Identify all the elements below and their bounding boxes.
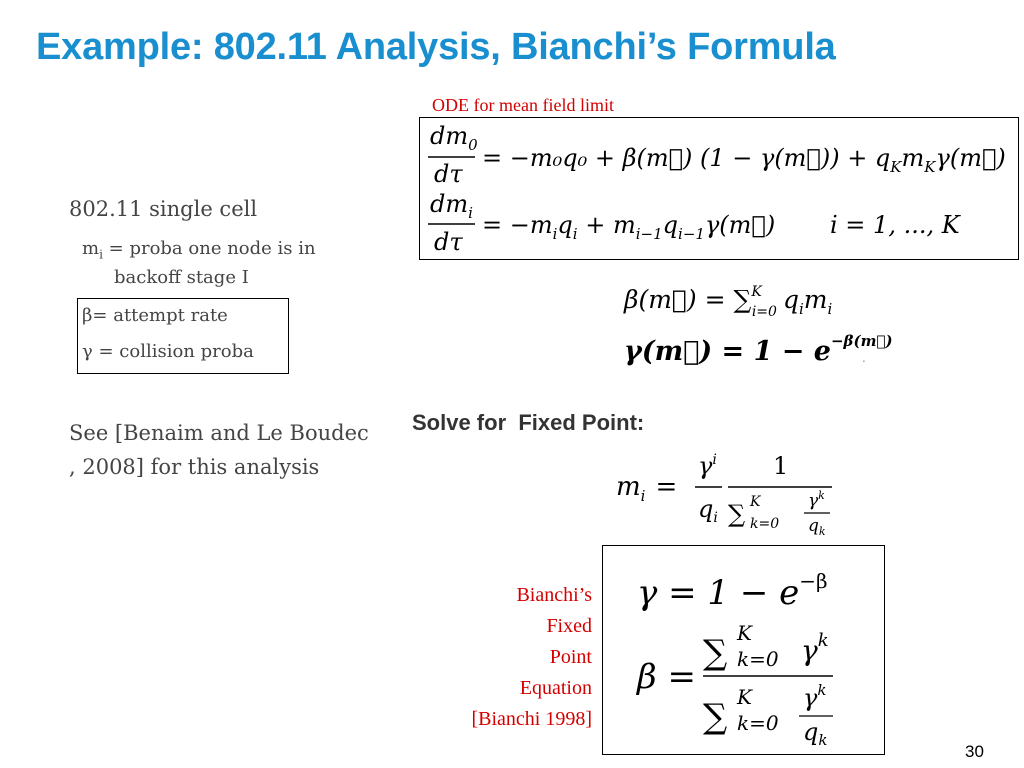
fp-sum-bot: k=0 [750,516,780,532]
stray-dot: . [862,351,866,365]
fp-sum-top: K [750,494,761,510]
ode-label: ODE for mean field limit [432,95,614,115]
bianchi-den-bot: k=0 [737,711,779,735]
bianchi-label-line: Point [549,646,592,668]
fp-lhs: $m_i$ = [616,472,678,505]
ode1-lhs-num: $dm_0$ [430,122,478,154]
bianchi-equations [603,546,884,754]
page-number: 30 [965,742,984,761]
bianchi-den-sum: ∑ [703,697,728,737]
ode2-lhs-num: $dm_i$ [430,190,473,222]
fp-num: $\gamma^i$ [698,452,717,480]
ode-equation-box [419,117,1019,260]
mi-subscript: i [99,247,103,262]
heading-single-cell: 802.11 single cell [69,197,258,221]
bianchi-num-bot: k=0 [737,647,779,671]
ode-equations [420,118,1018,259]
fp-den: $q_i$ [698,495,718,526]
solve-label: Solve for Fixed Point: [412,410,645,435]
mi-definition [82,238,316,262]
fp-inner-den: $q_k$ [808,516,826,538]
mi-definition-cont: backoff stage I [114,267,249,288]
fp-one: 1 [773,452,789,480]
slide-title: Example: 802.11 Analysis, Bianchi’s Formula [36,26,836,68]
ode2-rhs: = $-m_iq_i$ + $m_{i-1}q_{i-1}\gamma(m⃗)$ [482,211,776,243]
ode1-rhs: = −m₀q₀ + β(m⃗) (1 − γ(m⃗)) + $q_Km_K\gamma(m⃗)$ [482,144,1006,176]
bianchi-label-line: Bianchi’s [516,584,592,606]
fixed-point-equation [610,446,870,542]
bianchi-label [430,580,592,735]
gamma-definition: γ = collision proba [82,341,254,362]
bianchi-beta-lhs: β = [637,657,696,697]
bianchi-den-gamma: $\gamma^k$ [803,681,827,712]
ode1-lhs-den: dτ [434,160,463,188]
bianchi-den-q: $q_k$ [803,718,828,749]
beta-sum-eq: β(m⃗) = ∑$^K$ i=0 $q_im_i$ [624,284,833,320]
bianchi-label-line: [Bianchi 1998] [471,708,592,730]
fp-sum: ∑ [728,500,746,528]
bianchi-label-line: Fixed [546,615,592,637]
mi-text: = proba one node is in [102,238,316,259]
bianchi-den-top: K [737,685,752,709]
gamma-exp-eq: γ(m⃗) = $1 - e^{-\beta(m⃗)}$ [624,332,893,367]
bianchi-equation-box [602,545,885,755]
fp-inner-num: $\gamma^k$ [808,489,825,511]
bianchi-num-sum: ∑ [703,633,728,673]
ode2-lhs-den: dτ [434,228,463,256]
reference-text: See [Benaim and Le Boudec , 2008] for this analysis [69,421,369,479]
mi-symbol: m [82,238,100,259]
bianchi-label-line: Equation [519,677,592,699]
ode2-range: i = 1, ..., K [830,211,960,239]
bianchi-num-gamma: $\gamma^k$ [801,630,829,667]
bianchi-gamma-eq: $\gamma = 1 - e^{-\beta}$ [637,569,828,613]
beta-definition: β= attempt rate [82,305,228,326]
definitions-box [77,298,289,374]
bianchi-num-top: K [737,621,752,645]
beta-gamma-equations [620,276,893,376]
